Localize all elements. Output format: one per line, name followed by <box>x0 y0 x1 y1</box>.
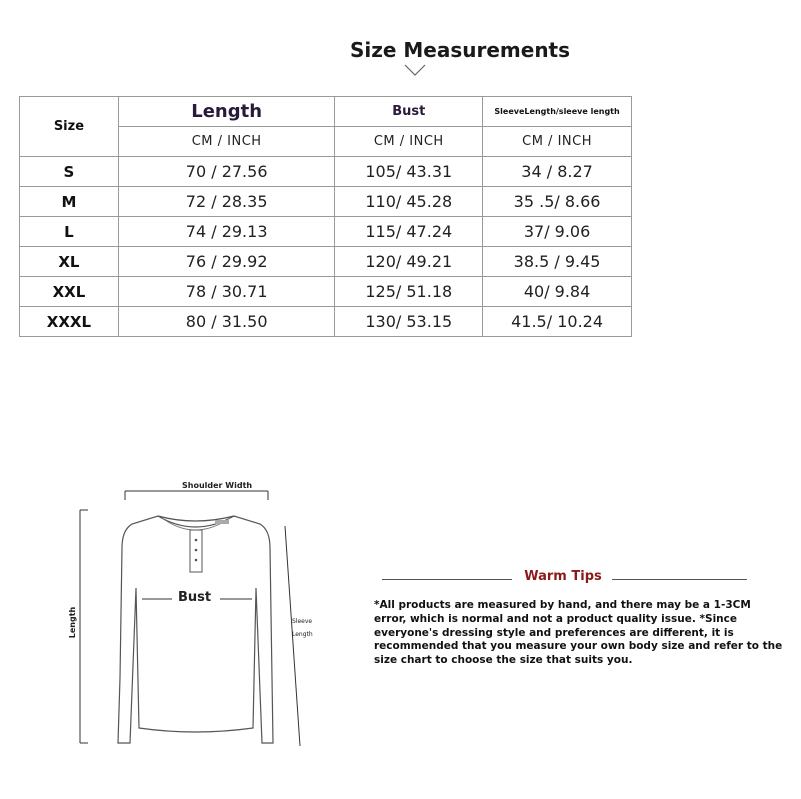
sleeve-cell: 35 .5/ 8.66 <box>483 187 632 217</box>
sleeve-cell: 37/ 9.06 <box>483 217 632 247</box>
divider <box>382 579 512 580</box>
length-label: Length <box>68 606 78 639</box>
page-title: Size Measurements <box>349 38 571 62</box>
bust-cell: 120/ 49.21 <box>335 247 483 277</box>
table-row <box>20 307 632 337</box>
sleeve-cell: 40/ 9.84 <box>483 277 632 307</box>
bust-cell: 130/ 53.15 <box>335 307 483 337</box>
size-cell: XL <box>20 247 119 277</box>
table-row <box>20 187 632 217</box>
sleeve-label: Length <box>292 631 313 638</box>
bust-cell: 105/ 43.31 <box>335 157 483 187</box>
size-cell: XXXL <box>20 307 119 337</box>
table-row <box>20 217 632 247</box>
length-header: Length <box>118 97 335 127</box>
length-cell: 72 / 28.35 <box>118 187 335 217</box>
bust-header: Bust <box>335 97 483 127</box>
unit-label: CM / INCH <box>335 127 483 157</box>
chevron-down-icon <box>403 63 427 77</box>
divider <box>612 579 747 580</box>
bust-cell: 115/ 47.24 <box>335 217 483 247</box>
shirt-diagram <box>70 478 320 753</box>
length-cell: 74 / 29.13 <box>118 217 335 247</box>
length-cell: 76 / 29.92 <box>118 247 335 277</box>
bust-cell: 125/ 51.18 <box>335 277 483 307</box>
bust-label: Bust <box>178 590 212 605</box>
size-cell: XXL <box>20 277 119 307</box>
shirt-outline <box>70 478 320 753</box>
sleeve-cell: 38.5 / 9.45 <box>483 247 632 277</box>
unit-label: CM / INCH <box>118 127 335 157</box>
length-cell: 80 / 31.50 <box>118 307 335 337</box>
bust-cell: 110/ 45.28 <box>335 187 483 217</box>
shoulder-width-label: Shoulder Width <box>182 481 253 490</box>
size-header: Size <box>20 97 119 157</box>
length-cell: 78 / 30.71 <box>118 277 335 307</box>
unit-label: CM / INCH <box>483 127 632 157</box>
table-row <box>20 247 632 277</box>
sleeve-cell: 41.5/ 10.24 <box>483 307 632 337</box>
size-table <box>19 96 632 337</box>
warm-tips-text: *All products are measured by hand, and there may be a 1-3CM error, which is normal and not a product quality issue. *Since everyone's dressing style and preferences are different, it is recommended that you measure your own body size and refer to the size chart to choose the size that suits you. <box>374 599 783 667</box>
sleeve-label: Sleeve <box>292 618 313 625</box>
table-row <box>20 277 632 307</box>
table-row <box>20 157 632 187</box>
sleeve-header: SleeveLength/sleeve length <box>483 97 632 127</box>
size-cell: M <box>20 187 119 217</box>
size-cell: S <box>20 157 119 187</box>
sleeve-cell: 34 / 8.27 <box>483 157 632 187</box>
warm-tips-title: Warm Tips <box>524 569 602 584</box>
length-cell: 70 / 27.56 <box>118 157 335 187</box>
size-cell: L <box>20 217 119 247</box>
